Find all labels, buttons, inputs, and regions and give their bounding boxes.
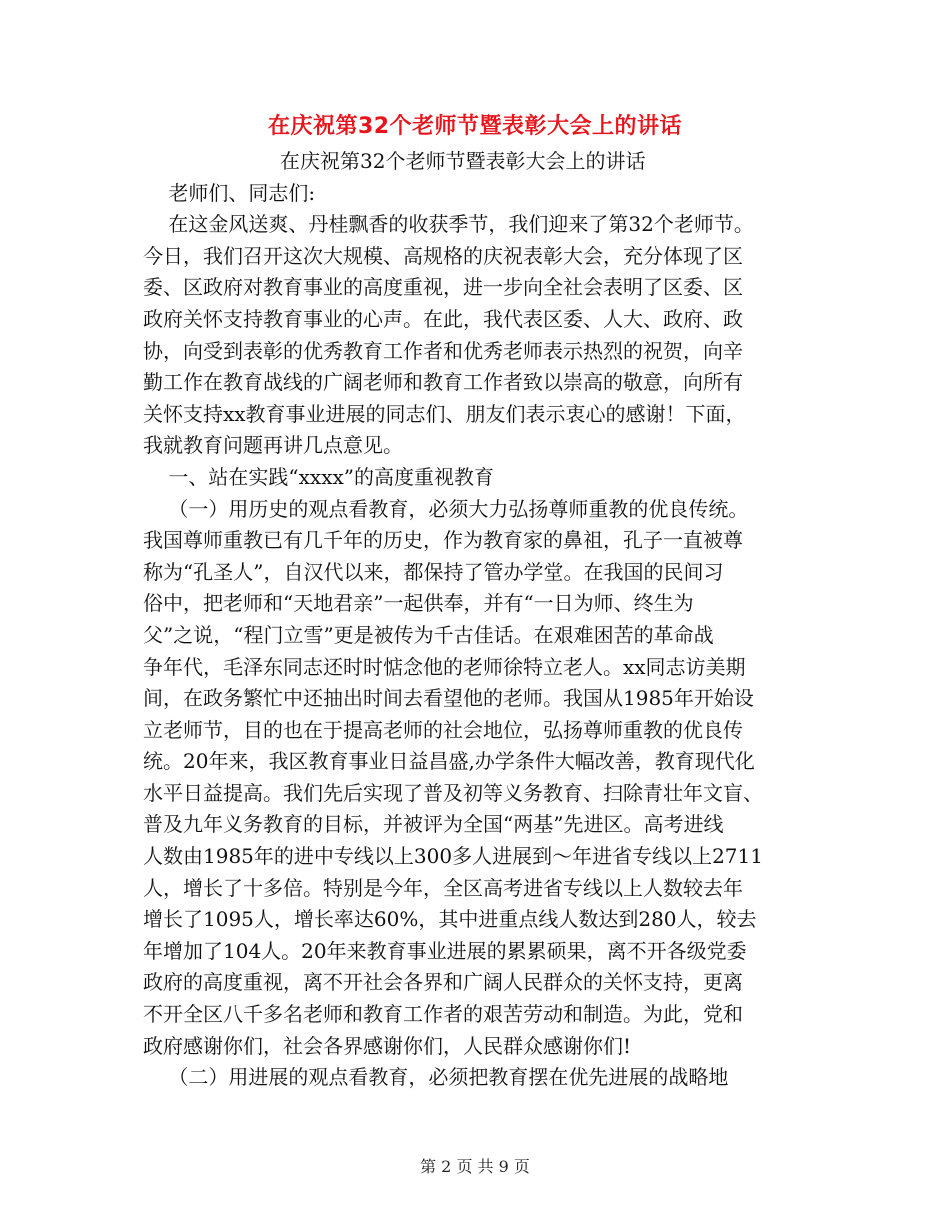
text-line: 今日，我们召开这次大规模、高规格的庆祝表彰大会，充分体现了区 [143, 243, 743, 268]
text-line: 水平日益提高。我们先后实现了普及初等义务教育、扫除青壮年文盲、 [143, 780, 763, 805]
text-line: 不开全区八千多名老师和教育工作者的艰苦劳动和制造。为此，党和 [143, 1002, 743, 1027]
text-line: 一、站在实践“xxxx”的高度重视教育 [143, 464, 494, 489]
text-line: 称为“孔圣人”，自汉代以来，都保持了管办学堂。在我国的民间习 [143, 559, 724, 584]
document-title: 在庆祝第32个老师节暨表彰大会上的讲话 [267, 114, 683, 139]
text-line: 委、区政府对教育事业的高度重视，进一步向全社会表明了区委、区 [143, 275, 743, 300]
text-line: （二）用进展的观点看教育，必须把教育摆在优先进展的战略地 [143, 1065, 729, 1090]
text-line: 争年代，毛泽东同志还时时惦念他的老师徐特立老人。xx同志访美期 [143, 654, 746, 679]
text-line: 我国尊师重教已有几千年的历史，作为教育家的鼻祖，孔子一直被尊 [143, 528, 743, 553]
text-line: 年增加了104人。20年来教育事业进展的累累硕果，离不开各级党委 [143, 938, 747, 963]
text-line: 老师们、同志们: [143, 180, 316, 205]
document-body [143, 146, 815, 1094]
text-line: 人数由1985年的进中专线以上300多人进展到～年进省专线以上2711 [143, 844, 763, 869]
text-line: 普及九年义务教育的目标，并被评为全国“两基”先进区。高考进线 [143, 812, 724, 837]
text-line: 协，向受到表彰的优秀教育工作者和优秀老师表示热烈的祝贺，向辛 [143, 338, 743, 363]
text-line: 政府的高度重视，离不开社会各界和广阔人民群众的关怀支持，更离 [143, 970, 743, 995]
text-line: 我就教育问题再讲几点意见。 [143, 433, 403, 458]
text-line: 立老师节，目的也在于提高老师的社会地位，弘扬尊师重教的优良传 [143, 717, 743, 742]
text-line: 政府感谢你们，社会各界感谢你们，人民群众感谢你们! [143, 1033, 632, 1058]
text-line: 关怀支持xx教育事业进展的同志们、朋友们表示衷心的感谢！下面， [143, 401, 746, 426]
text-line: 在这金风送爽、丹桂飘香的收获季节，我们迎来了第32个老师节。 [143, 212, 754, 237]
text-line: 政府关怀支持教育事业的心声。在此，我代表区委、人大、政府、政 [143, 306, 743, 331]
text-line: 间，在政务繁忙中还抽出时间去看望他的老师。我国从1985年开始设 [143, 686, 754, 711]
text-line: 父”之说，“程门立雪”更是被传为千古佳话。在艰难困苦的革命战 [143, 622, 714, 647]
text-line: 俗中，把老师和“天地君亲”一起供奉，并有“一日为师、终生为 [143, 591, 694, 616]
page-footer: 第 2 页 共 9 页 [420, 1157, 530, 1176]
text-line: 增长了1095人，增长率达60%，其中进重点线人数达到280人，较去 [143, 907, 757, 932]
text-line: 统。20年来，我区教育事业日益昌盛,办学条件大幅改善，教育现代化 [143, 749, 755, 774]
paragraph-lines [143, 178, 815, 1094]
text-line: （一）用历史的观点看教育，必须大力弘扬尊师重教的优良传统。 [143, 496, 749, 521]
text-line: 勤工作在教育战线的广阔老师和教育工作者致以崇高的敬意，向所有 [143, 370, 743, 395]
text-line: 人，增长了十多倍。特别是今年，全区高考进省专线以上人数较去年 [143, 875, 743, 900]
document-subtitle: 在庆祝第32个老师节暨表彰大会上的讲话 [280, 149, 646, 173]
